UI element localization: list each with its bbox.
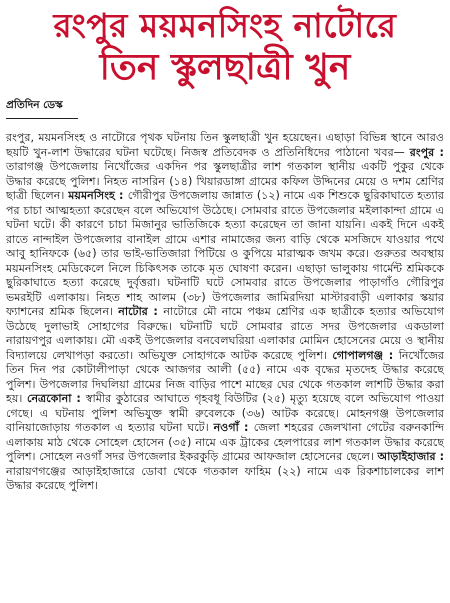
headline-line-1: রংপুর ময়মনসিংহ নাটোরে: [53, 6, 397, 45]
article-segment: স্বামীর কুঠারের আঘাতে গৃহবধূ বিউটির (২৫) মৃত্যু হয়েছে বলে অভিযোগ পাওয়া গেছে। এ ঘটনায় পুলিশ অভিযুক্ত স্বামী রুবেলকে (৩৬) আটক করেছে। মোহনগঞ্জ উপজেলার বানিয়াজোড়ায় গতকাল এ হত্যার ঘটনা ঘটে।: [6, 392, 444, 435]
desk-byline: প্রতিদিন ডেস্ক: [6, 98, 78, 119]
article-segment: তারাগঞ্জ উপজেলায় নিখোঁজের একদিন পর স্কুলছাত্রীর লাশ গতকাল স্থানীয় একটি পুকুর থেকে উদ্ধার করেছে পুলিশ। নিহত নাসরিন (১৪) খিয়ারডাঙ্গা গ্রামের কফিল উদ্দিনের মেয়ে ও দশম শ্রেণির ছাত্রী ছিলেন।: [6, 160, 444, 203]
place-label-natore: নাটোর :: [118, 305, 164, 319]
article-segment: নাটোরে মৌ নামে পঞ্চম শ্রেণির এক ছাত্রীকে হত্যার অভিযোগ উঠেছে দুলাভাই সোহাগের বিরুদ্ধে। ঘটনাটি ঘটে সোমবার রাতে সদর উপজেলার একডালা নারায়ণপুর এলাকায়। মৌ একই উপজেলার বনবেলঘরিয়া এলাকার মোমিন হোসেনের মেয়ে ও স্থানীয় বিদ্যালয়ে লেখাপড়া করতো। অভিযুক্ত সোহাগকে আটক করেছে পুলিশ।: [6, 305, 445, 362]
place-label-rangpur: রংপুর :: [409, 145, 444, 159]
article-segment: রংপুর, ময়মনসিংহ ও নাটোরে পৃথক ঘটনায় তিন স্কুলছাত্রী খুন হয়েছেন। এছাড়া বিভিন্ন স্থানে আরও ছয়টি খুন-লাশ উদ্ধারের ঘটনা ঘটেছে। নিজস্ব প্রতিবেদক ও প্রতিনিধিদের পাঠানো খবর—: [6, 131, 444, 159]
article-segment: নিখোঁজের তিন দিন পর কোটালীপাড়া থেকে আজগর আলী (৫৫) নামে এক বৃদ্ধের মৃতদেহ উদ্ধার করেছে পুলিশ। উপজেলার দিঘলিয়া গ্রামের নিজ বাড়ির পাশে মাছের ঘের থেকে গতকাল লাশটি উদ্ধার করা হয়।: [6, 348, 444, 406]
article-segment: নারায়ণগঞ্জের আড়াইহাজারে ডোবা থেকে গতকাল ফাহিম (২২) নামে এক রিকশাচালকের লাশ উদ্ধার করেছে পুলিশ।: [6, 464, 444, 493]
place-label-netrokona: নেত্রকোনা :: [26, 392, 86, 406]
place-label-naogaon: নওগাঁ :: [213, 421, 254, 435]
place-label-mymensingh: ময়মনসিংহ :: [68, 189, 128, 203]
article-segment: গৌরীপুর উপজেলায় জান্নাত (১২) নামে এক শিশুকে ছুরিকাঘাতে হত্যার পর চাচা আত্মহত্যা করেছেন বলে অভিযোগ উঠেছে। সোমবার রাতে উপজেলার মইলাকান্দা গ্রামে এ ঘটনা ঘটে। কী কারণে চাচা মিজানুর ভাতিজিকে হত্যা করেছেন তা জানা যায়নি। একই দিনে একই রাতে নান্দাইল উপজেলার বানাইল গ্রামে এশার নামাজের জন্য বাড়ি থেকে মসজিদে যাওয়ার পথে আবু হানিফকে (৬৫) তার ভাই-ভাতিজারা পিটিয়ে ও কুপিয়ে মারাত্মক জখম করে। গুরুতর অবস্থায় ময়মনসিংহ মেডিকেলে নিলে চিকিৎসক তাকে মৃত ঘোষণা করেন। এছাড়া ভালুকায় গার্মেন্ট শ্রমিককে ছুরিকাঘাতে হত্যা করেছে দুর্বৃত্তরা। ঘটনাটি ঘটে সোমবার রাতে উপজেলার পাড়াগাঁও গৌরিপুর ভমরইটি এলাকায়। নিহত শাহ আলম (৩৮) উপজেলার জামিরদিয়া মাস্টারবাড়ী এলাকার স্কয়ার ফ্যাশনের শ্রমিক ছিলেন।: [6, 189, 444, 319]
article-segment: জেলা শহরের জেলখানা গেটের বরুনকান্দি এলাকায় মাঠ থেকে সোহেল হোসেন (৩৫) নামে এক ট্রাকের হেলপারের লাশ গতকাল উদ্ধার করেছে পুলিশ। সোহেল নওগাঁ সদর উপজেলার ইকরকুড়ি গ্রামের আফজাল হোসেনের ছেলে।: [6, 421, 444, 464]
headline-line-2: তিন স্কুলছাত্রী খুন: [99, 46, 351, 88]
headline: [6, 8, 444, 88]
article-body: [6, 131, 444, 494]
place-label-araihazar: আড়াইহাজার :: [377, 450, 445, 464]
place-label-gopalganj: গোপালগঞ্জ :: [332, 348, 399, 362]
